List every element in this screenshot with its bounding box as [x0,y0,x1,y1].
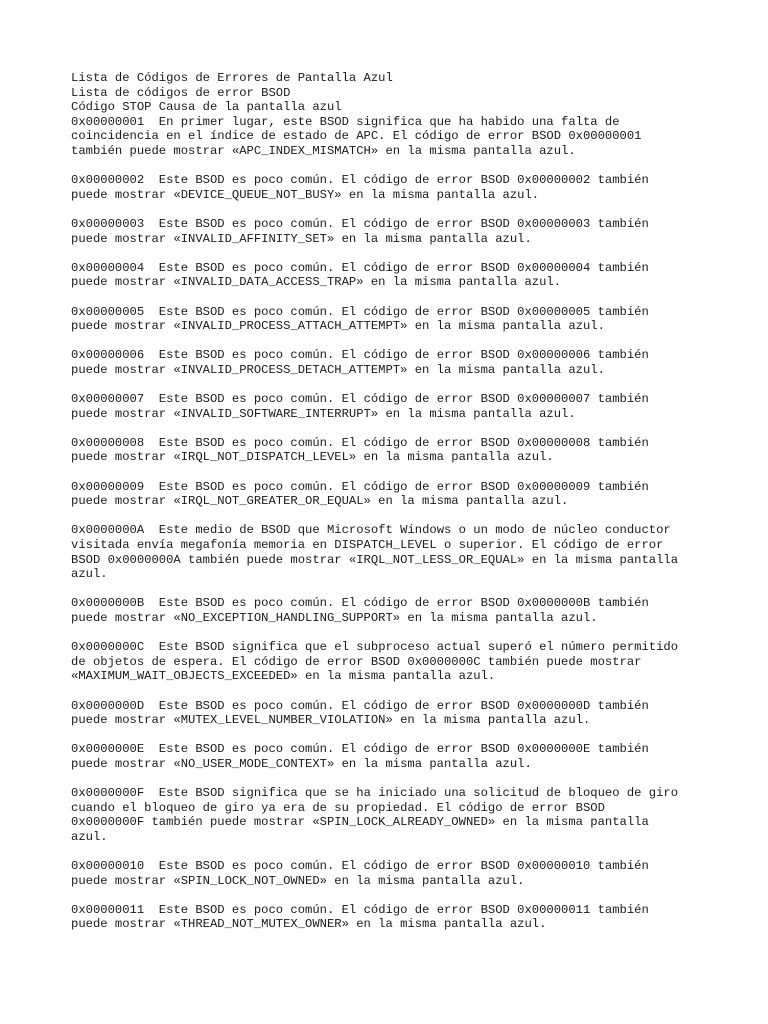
document-header [71,71,728,115]
error-description: Este BSOD es poco común. El código de error BSOD 0x00000003 también puede mostrar «INVALID_AFFINITY_SET» en la misma pantalla azul. [71,216,649,246]
error-code-entry [71,348,728,377]
error-description: Este BSOD es poco común. El código de error BSOD 0x00000006 también puede mostrar «INVALID_PROCESS_DETACH_ATTEMPT» en la misma pantalla azul. [71,348,649,377]
error-code: 0x00000002 [71,173,145,188]
error-code-entry [71,480,728,509]
error-code: 0x00000007 [71,392,145,407]
error-description: Este BSOD es poco común. El código de error BSOD 0x0000000E también puede mostrar «NO_USER_MODE_CONTEXT» en la misma pantalla azul. [71,742,649,771]
error-description: Este BSOD es poco común. El código de error BSOD 0x00000002 también puede mostrar «DEVICE_QUEUE_NOT_BUSY» en la misma pantalla azul. [71,173,649,202]
error-code: 0x00000011 [71,902,145,917]
error-description: Este BSOD es poco común. El código de error BSOD 0x00000005 también puede mostrar «INVALID_PROCESS_ATTACH_ATTEMPT» en la misma pantalla azul. [71,304,649,334]
error-code: 0x0000000D [71,698,145,713]
error-code: 0x00000004 [71,260,145,275]
error-code: 0x0000000B [71,596,145,611]
document-subtitle: Lista de códigos de error BSOD [71,85,291,100]
error-code-entry [71,859,728,888]
error-code-entry [71,640,728,684]
error-description: Este BSOD es poco común. El código de error BSOD 0x0000000B también puede mostrar «NO_EXCEPTION_HANDLING_SUPPORT» en la misma pantalla azul. [71,596,649,625]
error-code: 0x00000008 [71,435,145,450]
error-code: 0x00000005 [71,304,145,319]
error-code-entry [71,523,728,581]
error-description: En primer lugar, este BSOD significa que ha habido una falta de coincidencia en el índice de estado de APC. El código de error BSOD 0x00000001 también puede mostrar «APC_INDEX_MISMATCH» en la misma pantalla azul. [71,114,642,158]
error-code-entry [71,115,728,159]
error-description: Este BSOD es poco común. El código de error BSOD 0x00000011 también puede mostrar «THREAD_NOT_MUTEX_OWNER» en la misma pantalla azul. [71,902,649,932]
document-title: Lista de Códigos de Errores de Pantalla Azul [71,71,393,85]
error-code: 0x00000009 [71,479,145,494]
error-code-entry [71,305,728,334]
error-code: 0x00000010 [71,859,145,874]
error-code-entry [71,436,728,465]
error-description: Este BSOD es poco común. El código de error BSOD 0x0000000D también puede mostrar «MUTEX_LEVEL_NUMBER_VIOLATION» en la misma pantalla azul. [71,698,649,728]
error-code: 0x0000000A [71,523,145,538]
error-code: 0x00000003 [71,216,145,231]
error-description: Este BSOD significa que se ha iniciado una solicitud de bloqueo de giro cuando el bloqueo de giro ya era de su propiedad. El código de error BSOD 0x0000000F también puede mostrar «SPIN_LOCK_ALREADY_OWNED» en la misma pantalla azul. [71,786,679,844]
error-code: 0x0000000F [71,786,145,801]
error-code: 0x0000000E [71,742,145,757]
error-code-entry [71,786,728,844]
error-code-entry [71,742,728,771]
error-description: Este BSOD es poco común. El código de error BSOD 0x00000004 también puede mostrar «INVALID_DATA_ACCESS_TRAP» en la misma pantalla azul. [71,260,649,290]
error-code: 0x00000006 [71,348,145,363]
error-description: Este medio de BSOD que Microsoft Windows o un modo de núcleo conductor visitada envía megafonía memoria en DISPATCH_LEVEL o superior. El código de error BSOD 0x0000000A también puede mostrar «IRQL_NOT_LESS_OR_EQUAL» en la misma pantalla azul. [71,523,679,582]
error-description: Este BSOD es poco común. El código de error BSOD 0x00000008 también puede mostrar «IRQL_NOT_DISPATCH_LEVEL» en la misma pantalla azul. [71,435,649,465]
error-code-entry [71,173,728,202]
error-code-entry [71,903,728,932]
error-code-entry [71,261,728,290]
error-code: 0x00000001 [71,114,145,129]
error-description: Este BSOD es poco común. El código de error BSOD 0x00000010 también puede mostrar «SPIN_LOCK_NOT_OWNED» en la misma pantalla azul. [71,859,649,888]
error-description: Este BSOD es poco común. El código de error BSOD 0x00000009 también puede mostrar «IRQL_NOT_GREATER_OR_EQUAL» en la misma pantalla azul. [71,479,649,509]
error-code-entry [71,596,728,625]
error-description: Este BSOD significa que el subproceso actual superó el número permitido de objetos de espera. El código de error BSOD 0x0000000C también puede mostrar «MAXIMUM_WAIT_OBJECTS_EXCEEDED» en la misma pantalla azul. [71,640,679,684]
error-description: Este BSOD es poco común. El código de error BSOD 0x00000007 también puede mostrar «INVALID_SOFTWARE_INTERRUPT» en la misma pantalla azul. [71,392,649,421]
error-code: 0x0000000C [71,640,145,655]
error-code-entry [71,217,728,246]
error-code-list [71,115,728,932]
error-code-entry [71,699,728,728]
table-heading: Código STOP Causa de la pantalla azul [71,100,342,115]
error-code-entry [71,392,728,421]
